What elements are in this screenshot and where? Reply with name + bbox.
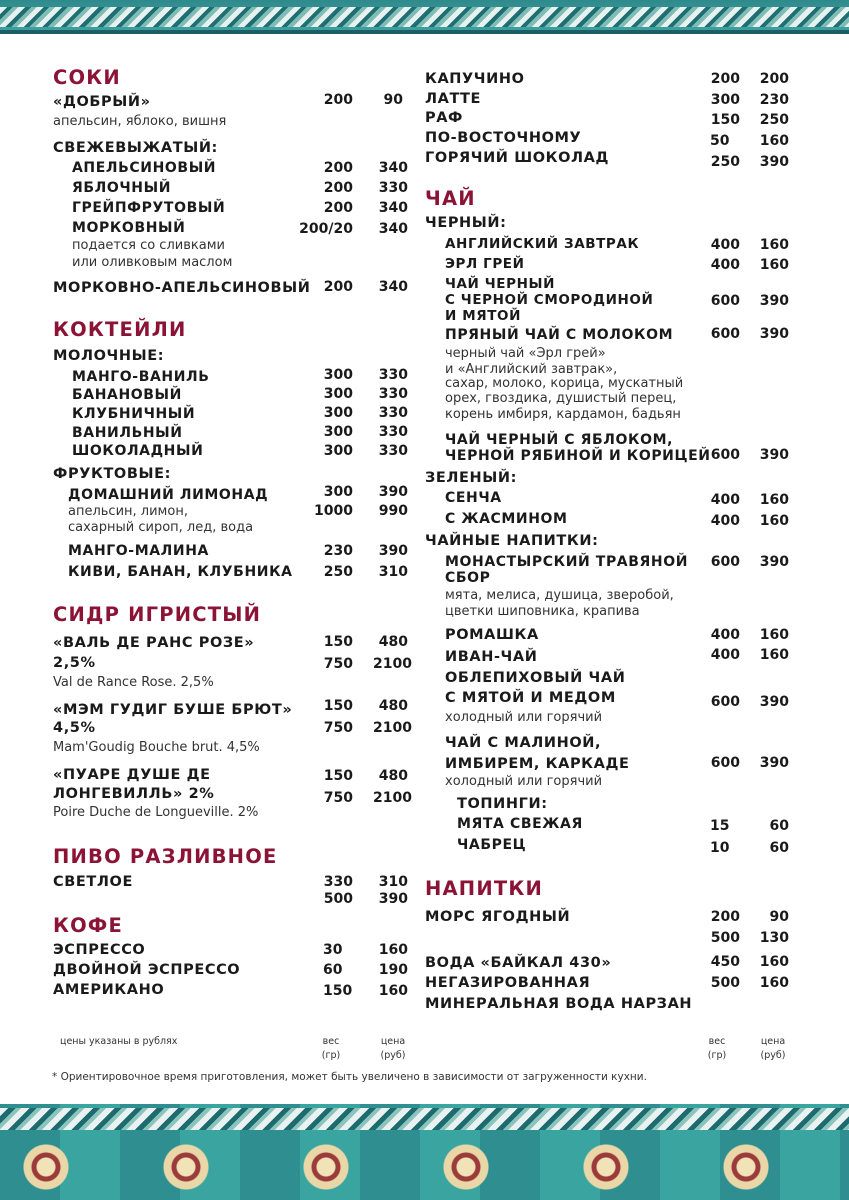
section-title-juices: СОКИ [53,66,121,89]
item-weight: 500 [710,975,740,991]
subsection-title: МОЛОЧНЫЕ: [53,348,165,364]
item-weight: 400 [710,647,740,663]
item-weight: 400 [710,513,740,529]
item-name: ИВАН-ЧАЙ [445,649,538,665]
subsection-title: ФРУКТОВЫЕ: [53,466,172,482]
item-price: 330 [378,443,408,459]
item-weight: 600 [710,694,740,710]
item-price: 2100 [373,656,412,672]
item-name: КАПУЧИНО [425,71,525,87]
item-weight: 500 [323,891,353,907]
item-description: холодный или горячий [445,774,603,789]
item-name-line2: С ЧЕРНОЙ СМОРОДИНОЙ [445,292,654,308]
item-name: ДВОЙНОЙ ЭСПРЕССО [53,962,241,978]
item-weight: 450 [710,954,740,970]
subsection-title: ЧЕРНЫЙ: [425,215,507,231]
item-price: 160 [759,954,789,970]
item-price: 60 [769,840,789,856]
item-price: 190 [378,962,408,978]
item-name: ЭРЛ ГРЕЙ [445,256,525,272]
item-name-line2: 2,5% [53,655,96,671]
item-description: или оливковым маслом [72,255,233,270]
item-description: сахар, молоко, корица, мускатный [445,376,684,391]
item-weight: 150 [710,112,740,128]
item-name: ЧАЙ С МАЛИНОЙ, [445,735,602,751]
subsection-title: ЗЕЛЕНЫЙ: [425,470,518,486]
item-name: МАНГО-ВАНИЛЬ [72,369,210,385]
item-price: 390 [759,154,789,170]
item-price: 160 [759,492,789,508]
item-description: подается со сливками [72,238,225,253]
weight-label: вес [322,1036,340,1047]
subsection-title: ЧАЙНЫЕ НАПИТКИ: [425,533,599,549]
tile-ornament [150,1140,222,1194]
item-weight: 150 [323,634,353,650]
item-name: «ДОБРЫЙ» [53,94,151,110]
item-name: ЛАТТЕ [425,91,481,107]
section-title-coffee: КОФЕ [53,914,123,937]
item-price: 390 [759,694,789,710]
item-weight: 600 [710,554,740,570]
section-title-beer: ПИВО РАЗЛИВНОЕ [53,845,278,868]
item-description: холодный или горячий [445,710,603,725]
item-weight: 200 [710,71,740,87]
rope-ornament [0,1108,849,1130]
footnote: * Ориентировочное время приготовления, может быть увеличено в зависимости от загруженности кухни. [52,1071,647,1083]
item-name: СЕНЧА [445,490,502,506]
item-price: 330 [378,367,408,383]
item-price: 160 [759,513,789,529]
item-weight: 1000 [314,503,353,519]
item-weight: 200 [323,200,353,216]
item-name: КЛУБНИЧНЫЙ [72,406,196,422]
item-price: 480 [378,634,408,650]
item-weight: 30 [323,942,343,958]
rope-ornament [0,7,849,27]
item-weight: 300 [323,424,353,440]
bottom-tile-border [0,1104,849,1200]
item-price: 90 [769,909,789,925]
item-name-line2: ИМБИРЕМ, КАРКАДЕ [445,756,630,772]
item-price: 310 [378,564,408,580]
item-description: черный чай «Эрл грей» [445,346,606,361]
item-name: ЯБЛОЧНЫЙ [72,180,172,196]
item-price: 340 [378,279,408,295]
item-weight: 200 [323,92,353,108]
item-description: Mam'Goudig Bouche brut. 4,5% [53,740,260,755]
item-price: 340 [378,200,408,216]
tile-ornament [710,1140,782,1194]
tile-ornament [430,1140,502,1194]
item-name: МОНАСТЫРСКИЙ ТРАВЯНОЙ [445,554,689,570]
item-description: мята, мелиса, душица, зверобой, [445,588,674,603]
item-weight: 300 [323,386,353,402]
item-weight: 400 [710,237,740,253]
item-name: «ВАЛЬ ДЕ РАНС РОЗЕ» [53,635,255,651]
item-name: МИНЕРАЛЬНАЯ ВОДА НАРЗАН [425,996,693,1012]
item-price: 160 [759,257,789,273]
item-weight: 750 [323,656,353,672]
item-weight: 150 [323,768,353,784]
item-weight: 300 [710,92,740,108]
item-name: ЭСПРЕССО [53,942,146,958]
item-name: ПРЯНЫЙ ЧАЙ С МОЛОКОМ [445,327,674,343]
price-label: цена [760,1036,786,1047]
border-line [0,30,849,34]
item-name: МЯТА СВЕЖАЯ [457,816,583,832]
item-name: РОМАШКА [445,627,539,643]
item-price: 390 [759,755,789,771]
tile-ornament [290,1140,362,1194]
item-price: 390 [759,326,789,342]
item-description: Poire Duche de Longueville. 2% [53,805,259,820]
item-price: 160 [759,237,789,253]
item-price: 390 [759,447,789,463]
item-price: 230 [759,92,789,108]
item-weight: 200 [323,180,353,196]
item-weight: 200 [323,160,353,176]
item-price: 330 [378,180,408,196]
item-name: ДОМАШНИЙ ЛИМОНАД [68,487,269,503]
item-weight: 600 [710,755,740,771]
item-description: корень имбиря, кардамон, бадьян [445,407,681,422]
item-weight: 200 [710,909,740,925]
item-name-line2: С МЯТОЙ И МЕДОМ [445,690,616,706]
item-weight: 750 [323,720,353,736]
item-name: АНГЛИЙСКИЙ ЗАВТРАК [445,236,640,252]
prices-note: цены указаны в рублях [60,1036,178,1047]
item-description: орех, гвоздика, душистый перец, [445,391,677,406]
item-price: 480 [378,698,408,714]
item-name: ЧАЙ ЧЕРНЫЙ [445,276,555,292]
item-name: ВАНИЛЬНЫЙ [72,425,183,441]
item-weight: 500 [710,930,740,946]
item-price: 990 [378,503,408,519]
item-name: «МЭМ ГУДИГ БУШЕ БРЮТ» [53,702,293,718]
item-weight: 750 [323,790,353,806]
tile-ornament [570,1140,642,1194]
item-weight: 300 [323,484,353,500]
price-label: цена [380,1036,406,1047]
item-price: 250 [759,112,789,128]
item-price: 390 [378,543,408,559]
item-name: АМЕРИКАНО [53,982,165,998]
item-price: 330 [378,386,408,402]
item-name: ОБЛЕПИХОВЫЙ ЧАЙ [445,670,626,686]
item-weight: 50 [710,133,730,149]
item-name: «ПУАРЕ ДУШЕ ДЕ [53,767,211,783]
item-price: 340 [378,221,408,237]
item-name-line2: 4,5% [53,720,96,736]
item-name-line3: И МЯТОЙ [445,308,522,324]
item-price: 90 [383,92,403,108]
item-name: БАНАНОВЫЙ [72,387,182,403]
item-weight: 250 [710,154,740,170]
item-price: 130 [759,930,789,946]
item-price: 2100 [373,720,412,736]
item-price: 390 [759,293,789,309]
item-price: 310 [378,874,408,890]
item-weight: 250 [323,564,353,580]
item-price: 160 [759,647,789,663]
item-weight: 600 [710,447,740,463]
item-name: АПЕЛЬСИНОВЫЙ [72,160,217,176]
item-weight: 300 [323,405,353,421]
item-name-line2: НЕГАЗИРОВАННАЯ [425,975,591,991]
item-price: 390 [378,484,408,500]
item-name: СВЕТЛОЕ [53,874,133,890]
item-name: С ЖАСМИНОМ [445,511,568,527]
price-unit: (руб) [760,1050,786,1061]
item-weight: 150 [323,983,353,999]
item-price: 160 [759,133,789,149]
weight-unit: (гр) [707,1050,727,1061]
item-weight: 200/20 [299,221,353,237]
weight-label: вес [708,1036,726,1047]
item-name: РАФ [425,110,464,126]
item-weight: 15 [710,818,730,834]
item-description: цветки шиповника, крапива [445,604,640,619]
item-name: ЧАЙ ЧЕРНЫЙ С ЯБЛОКОМ, [445,432,674,448]
item-price: 2100 [373,790,412,806]
item-weight: 600 [710,293,740,309]
item-name-line2: ЛОНГЕВИЛЛЬ» 2% [53,786,215,802]
item-description: и «Английский завтрак», [445,362,618,377]
section-title-drinks: НАПИТКИ [425,877,544,900]
item-price: 160 [378,983,408,999]
price-unit: (руб) [380,1050,406,1061]
item-name: ШОКОЛАДНЫЙ [72,443,204,459]
item-weight: 300 [323,443,353,459]
item-weight: 400 [710,492,740,508]
item-weight: 230 [323,543,353,559]
item-weight: 10 [710,840,730,856]
item-price: 390 [378,891,408,907]
item-weight: 300 [323,367,353,383]
item-name-line2: ЧЕРНОЙ РЯБИНОЙ И КОРИЦЕЙ [445,448,711,464]
item-weight: 400 [710,257,740,273]
item-price: 330 [378,405,408,421]
item-weight: 200 [323,279,353,295]
item-name: МАНГО-МАЛИНА [68,543,209,559]
item-name: МОРКОВНО-АПЕЛЬСИНОВЫЙ [53,280,311,296]
item-description: Val de Rance Rose. 2,5% [53,675,214,690]
item-price: 160 [378,942,408,958]
item-weight: 150 [323,698,353,714]
item-name: КИВИ, БАНАН, КЛУБНИКА [68,564,293,580]
item-name: ГОРЯЧИЙ ШОКОЛАД [425,150,609,166]
item-description: апельсин, лимон, [68,504,188,519]
item-name: ВОДА «БАЙКАЛ 430» [425,955,612,971]
item-price: 200 [759,71,789,87]
item-price: 160 [759,627,789,643]
item-name: МОРКОВНЫЙ [72,220,186,236]
item-description: сахарный сироп, лед, вода [68,520,254,535]
item-weight: 60 [323,962,343,978]
item-price: 390 [759,554,789,570]
item-weight: 600 [710,326,740,342]
item-name: ЧАБРЕЦ [457,837,527,853]
section-title-cider: СИДР ИГРИСТЫЙ [53,603,262,626]
subsection-title: СВЕЖЕВЫЖАТЫЙ: [53,140,218,156]
item-weight: 400 [710,627,740,643]
top-tile-border [0,0,849,34]
item-price: 480 [378,768,408,784]
item-price: 60 [769,818,789,834]
item-name: ПО-ВОСТОЧНОМУ [425,130,582,146]
tile-ornament [10,1140,82,1194]
item-name: ГРЕЙПФРУТОВЫЙ [72,200,226,216]
weight-unit: (гр) [321,1050,341,1061]
item-description: апельсин, яблоко, вишня [53,114,227,129]
item-name: МОРС ЯГОДНЫЙ [425,909,571,925]
item-name-line2: СБОР [445,570,491,586]
subsection-title: ТОПИНГИ: [457,796,548,812]
item-weight: 330 [323,874,353,890]
item-price: 340 [378,160,408,176]
section-title-tea: ЧАЙ [425,187,476,210]
item-price: 330 [378,424,408,440]
item-price: 160 [759,975,789,991]
section-title-cocktails: КОКТЕЙЛИ [53,318,187,341]
